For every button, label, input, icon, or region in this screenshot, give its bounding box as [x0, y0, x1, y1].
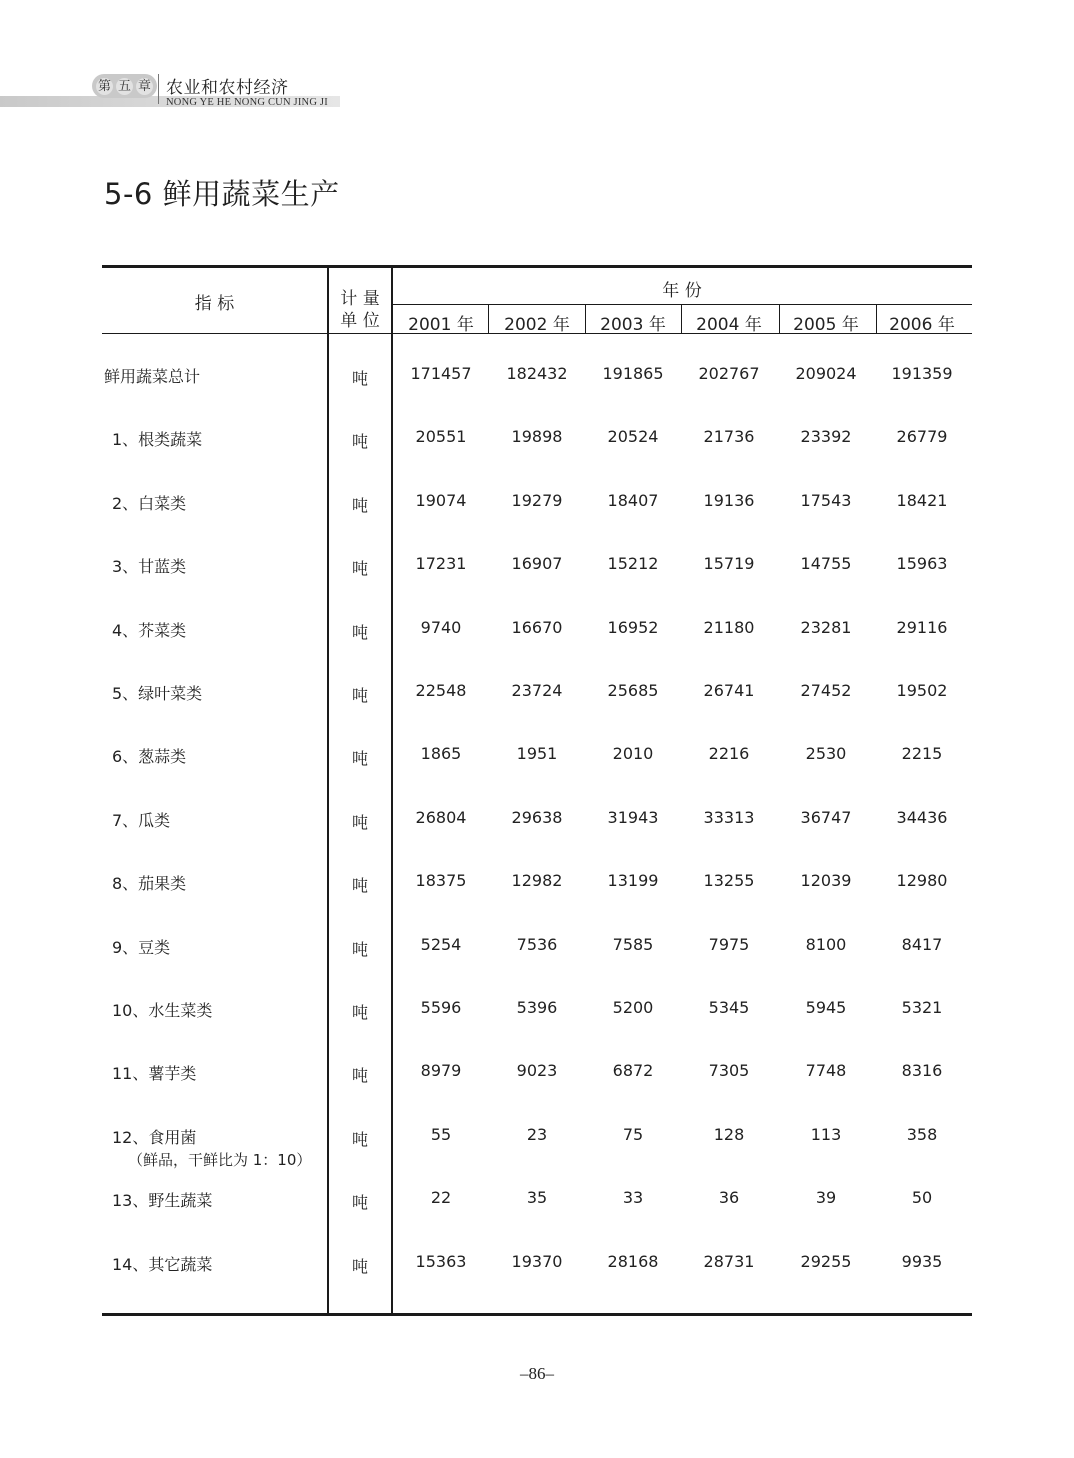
row-label: 鲜用蔬菜总计	[104, 367, 201, 386]
table-cell: 202767	[698, 364, 760, 383]
row-label: 1、根类蔬菜	[112, 430, 203, 449]
table-cell: 15363	[415, 1252, 467, 1271]
table-cell: 17231	[415, 554, 467, 573]
table-cell: 9023	[516, 1061, 558, 1080]
table-cell: 12982	[511, 871, 563, 890]
year-header: 2002 年	[504, 315, 570, 335]
table-cell: 26804	[415, 808, 467, 827]
table-cell: 209024	[795, 364, 857, 383]
table-cell: 171457	[410, 364, 472, 383]
table-cell: 21180	[703, 618, 755, 637]
table-cell: 18407	[607, 491, 659, 510]
year-header: 2006 年	[889, 315, 955, 335]
row-label: 6、葱蒜类	[112, 747, 187, 766]
table-cell: 14755	[800, 554, 852, 573]
row-unit: 吨	[351, 496, 368, 515]
row-unit: 吨	[351, 623, 368, 642]
table-cell: 25685	[607, 681, 659, 700]
table-cell: 5396	[516, 998, 558, 1017]
table-cell: 5254	[420, 935, 462, 954]
row-label: 5、绿叶菜类	[112, 684, 203, 703]
table-cell: 16907	[511, 554, 563, 573]
table-cell: 28731	[703, 1252, 755, 1271]
table-cell: 2216	[708, 744, 750, 763]
header-divider	[158, 74, 159, 104]
table-cell: 113	[810, 1125, 842, 1144]
table-cell: 18375	[415, 871, 467, 890]
row-label: 11、薯芋类	[112, 1064, 197, 1083]
table-cell: 2010	[612, 744, 654, 763]
table-cell: 19370	[511, 1252, 563, 1271]
table-cell: 7585	[612, 935, 654, 954]
table-cell: 9935	[901, 1252, 943, 1271]
table-cell: 33313	[703, 808, 755, 827]
row-unit: 吨	[351, 1066, 368, 1085]
table-cell: 12980	[896, 871, 948, 890]
chapter-badge-char: 第	[97, 78, 111, 94]
table-cell: 22548	[415, 681, 467, 700]
row-sublabel: （鲜品，干鲜比为 1：10）	[128, 1151, 312, 1169]
table-cell: 19074	[415, 491, 467, 510]
table-cell: 16670	[511, 618, 563, 637]
table-cell: 7305	[708, 1061, 750, 1080]
table-cell: 23724	[511, 681, 563, 700]
table-cell: 33	[622, 1188, 644, 1207]
row-unit: 吨	[351, 1003, 368, 1022]
table-cell: 20524	[607, 427, 659, 446]
table-cell: 17543	[800, 491, 852, 510]
table-cell: 50	[911, 1188, 933, 1207]
year-group-rule	[392, 304, 972, 305]
table-cell: 15212	[607, 554, 659, 573]
chapter-pinyin: NONG YE HE NONG CUN JING JI	[166, 97, 328, 108]
table-cell: 358	[906, 1125, 938, 1144]
table-cell: 191865	[602, 364, 664, 383]
chapter-title: 农业和农村经济	[166, 78, 289, 98]
table-cell: 182432	[506, 364, 568, 383]
row-label: 12、食用菌	[112, 1128, 197, 1147]
row-unit: 吨	[351, 1257, 368, 1276]
row-unit: 吨	[351, 432, 368, 451]
table-cell: 16952	[607, 618, 659, 637]
table-cell: 22	[430, 1188, 452, 1207]
table-cell: 19136	[703, 491, 755, 510]
table-cell: 23392	[800, 427, 852, 446]
table-cell: 20551	[415, 427, 467, 446]
table-cell: 8417	[901, 935, 943, 954]
row-unit: 吨	[351, 749, 368, 768]
table-cell: 34436	[896, 808, 948, 827]
chapter-badge-char: 章	[137, 78, 151, 94]
table-cell: 36747	[800, 808, 852, 827]
year-header: 2001 年	[408, 315, 474, 335]
table-cell: 36	[718, 1188, 740, 1207]
row-label: 13、野生蔬菜	[112, 1191, 213, 1210]
page-number: –86–	[520, 1364, 554, 1383]
row-label: 9、豆类	[112, 938, 171, 957]
table-cell: 2530	[805, 744, 847, 763]
column-header-years: 年 份	[662, 281, 702, 301]
table-cell: 39	[815, 1188, 837, 1207]
table-cell: 8979	[420, 1061, 462, 1080]
table-cell: 2215	[901, 744, 943, 763]
year-header: 2005 年	[793, 315, 859, 335]
year-header: 2003 年	[600, 315, 666, 335]
unit-column-divider	[391, 266, 393, 1314]
table-cell: 5200	[612, 998, 654, 1017]
table-cell: 15963	[896, 554, 948, 573]
table-cell: 23281	[800, 618, 852, 637]
table-cell: 5321	[901, 998, 943, 1017]
row-label: 14、其它蔬菜	[112, 1255, 213, 1274]
table-cell: 5345	[708, 998, 750, 1017]
table-cell: 6872	[612, 1061, 654, 1080]
table-cell: 7536	[516, 935, 558, 954]
table-cell: 19279	[511, 491, 563, 510]
row-label: 7、瓜类	[112, 811, 171, 830]
table-cell: 21736	[703, 427, 755, 446]
table-cell: 15719	[703, 554, 755, 573]
table-cell: 29255	[800, 1252, 852, 1271]
chapter-badge	[92, 74, 157, 98]
table-cell: 8100	[805, 935, 847, 954]
table-cell: 35	[526, 1188, 548, 1207]
row-unit: 吨	[351, 1193, 368, 1212]
row-label: 2、白菜类	[112, 494, 187, 513]
table-cell: 29116	[896, 618, 948, 637]
table-bottom-rule	[102, 1313, 972, 1316]
table-cell: 19502	[896, 681, 948, 700]
year-header: 2004 年	[696, 315, 762, 335]
row-label: 3、甘蓝类	[112, 557, 187, 576]
table-cell: 9740	[420, 618, 462, 637]
table-cell: 128	[713, 1125, 745, 1144]
table-cell: 55	[430, 1125, 452, 1144]
table-cell: 29638	[511, 808, 563, 827]
table-cell: 13199	[607, 871, 659, 890]
table-cell: 1951	[516, 744, 558, 763]
column-header-indicator: 指 标	[194, 294, 235, 314]
table-cell: 27452	[800, 681, 852, 700]
table-cell: 75	[622, 1125, 644, 1144]
table-cell: 13255	[703, 871, 755, 890]
column-header-unit-line2: 单 位	[340, 311, 380, 331]
table-cell: 1865	[420, 744, 462, 763]
table-cell: 19898	[511, 427, 563, 446]
indicator-column-divider	[327, 266, 329, 1314]
table-cell: 28168	[607, 1252, 659, 1271]
table-cell: 7748	[805, 1061, 847, 1080]
table-cell: 191359	[891, 364, 953, 383]
table-cell: 5596	[420, 998, 462, 1017]
table-cell: 7975	[708, 935, 750, 954]
table-cell: 18421	[896, 491, 948, 510]
row-unit: 吨	[351, 559, 368, 578]
row-unit: 吨	[351, 876, 368, 895]
table-cell: 26779	[896, 427, 948, 446]
row-unit: 吨	[351, 940, 368, 959]
table-cell: 5945	[805, 998, 847, 1017]
table-cell: 12039	[800, 871, 852, 890]
table-cell: 8316	[901, 1061, 943, 1080]
row-unit: 吨	[351, 369, 368, 388]
page-title: 5-6 鲜用蔬菜生产	[104, 177, 340, 211]
row-label: 10、水生菜类	[112, 1001, 213, 1020]
row-label: 4、芥菜类	[112, 621, 187, 640]
table-cell: 26741	[703, 681, 755, 700]
row-unit: 吨	[351, 813, 368, 832]
row-unit: 吨	[351, 1130, 368, 1149]
table-cell: 31943	[607, 808, 659, 827]
chapter-badge-char: 五	[117, 78, 131, 94]
row-unit: 吨	[351, 686, 368, 705]
column-header-unit-line1: 计 量	[340, 289, 380, 309]
row-label: 8、茄果类	[112, 874, 187, 893]
table-cell: 23	[526, 1125, 548, 1144]
table-top-rule	[102, 265, 972, 268]
